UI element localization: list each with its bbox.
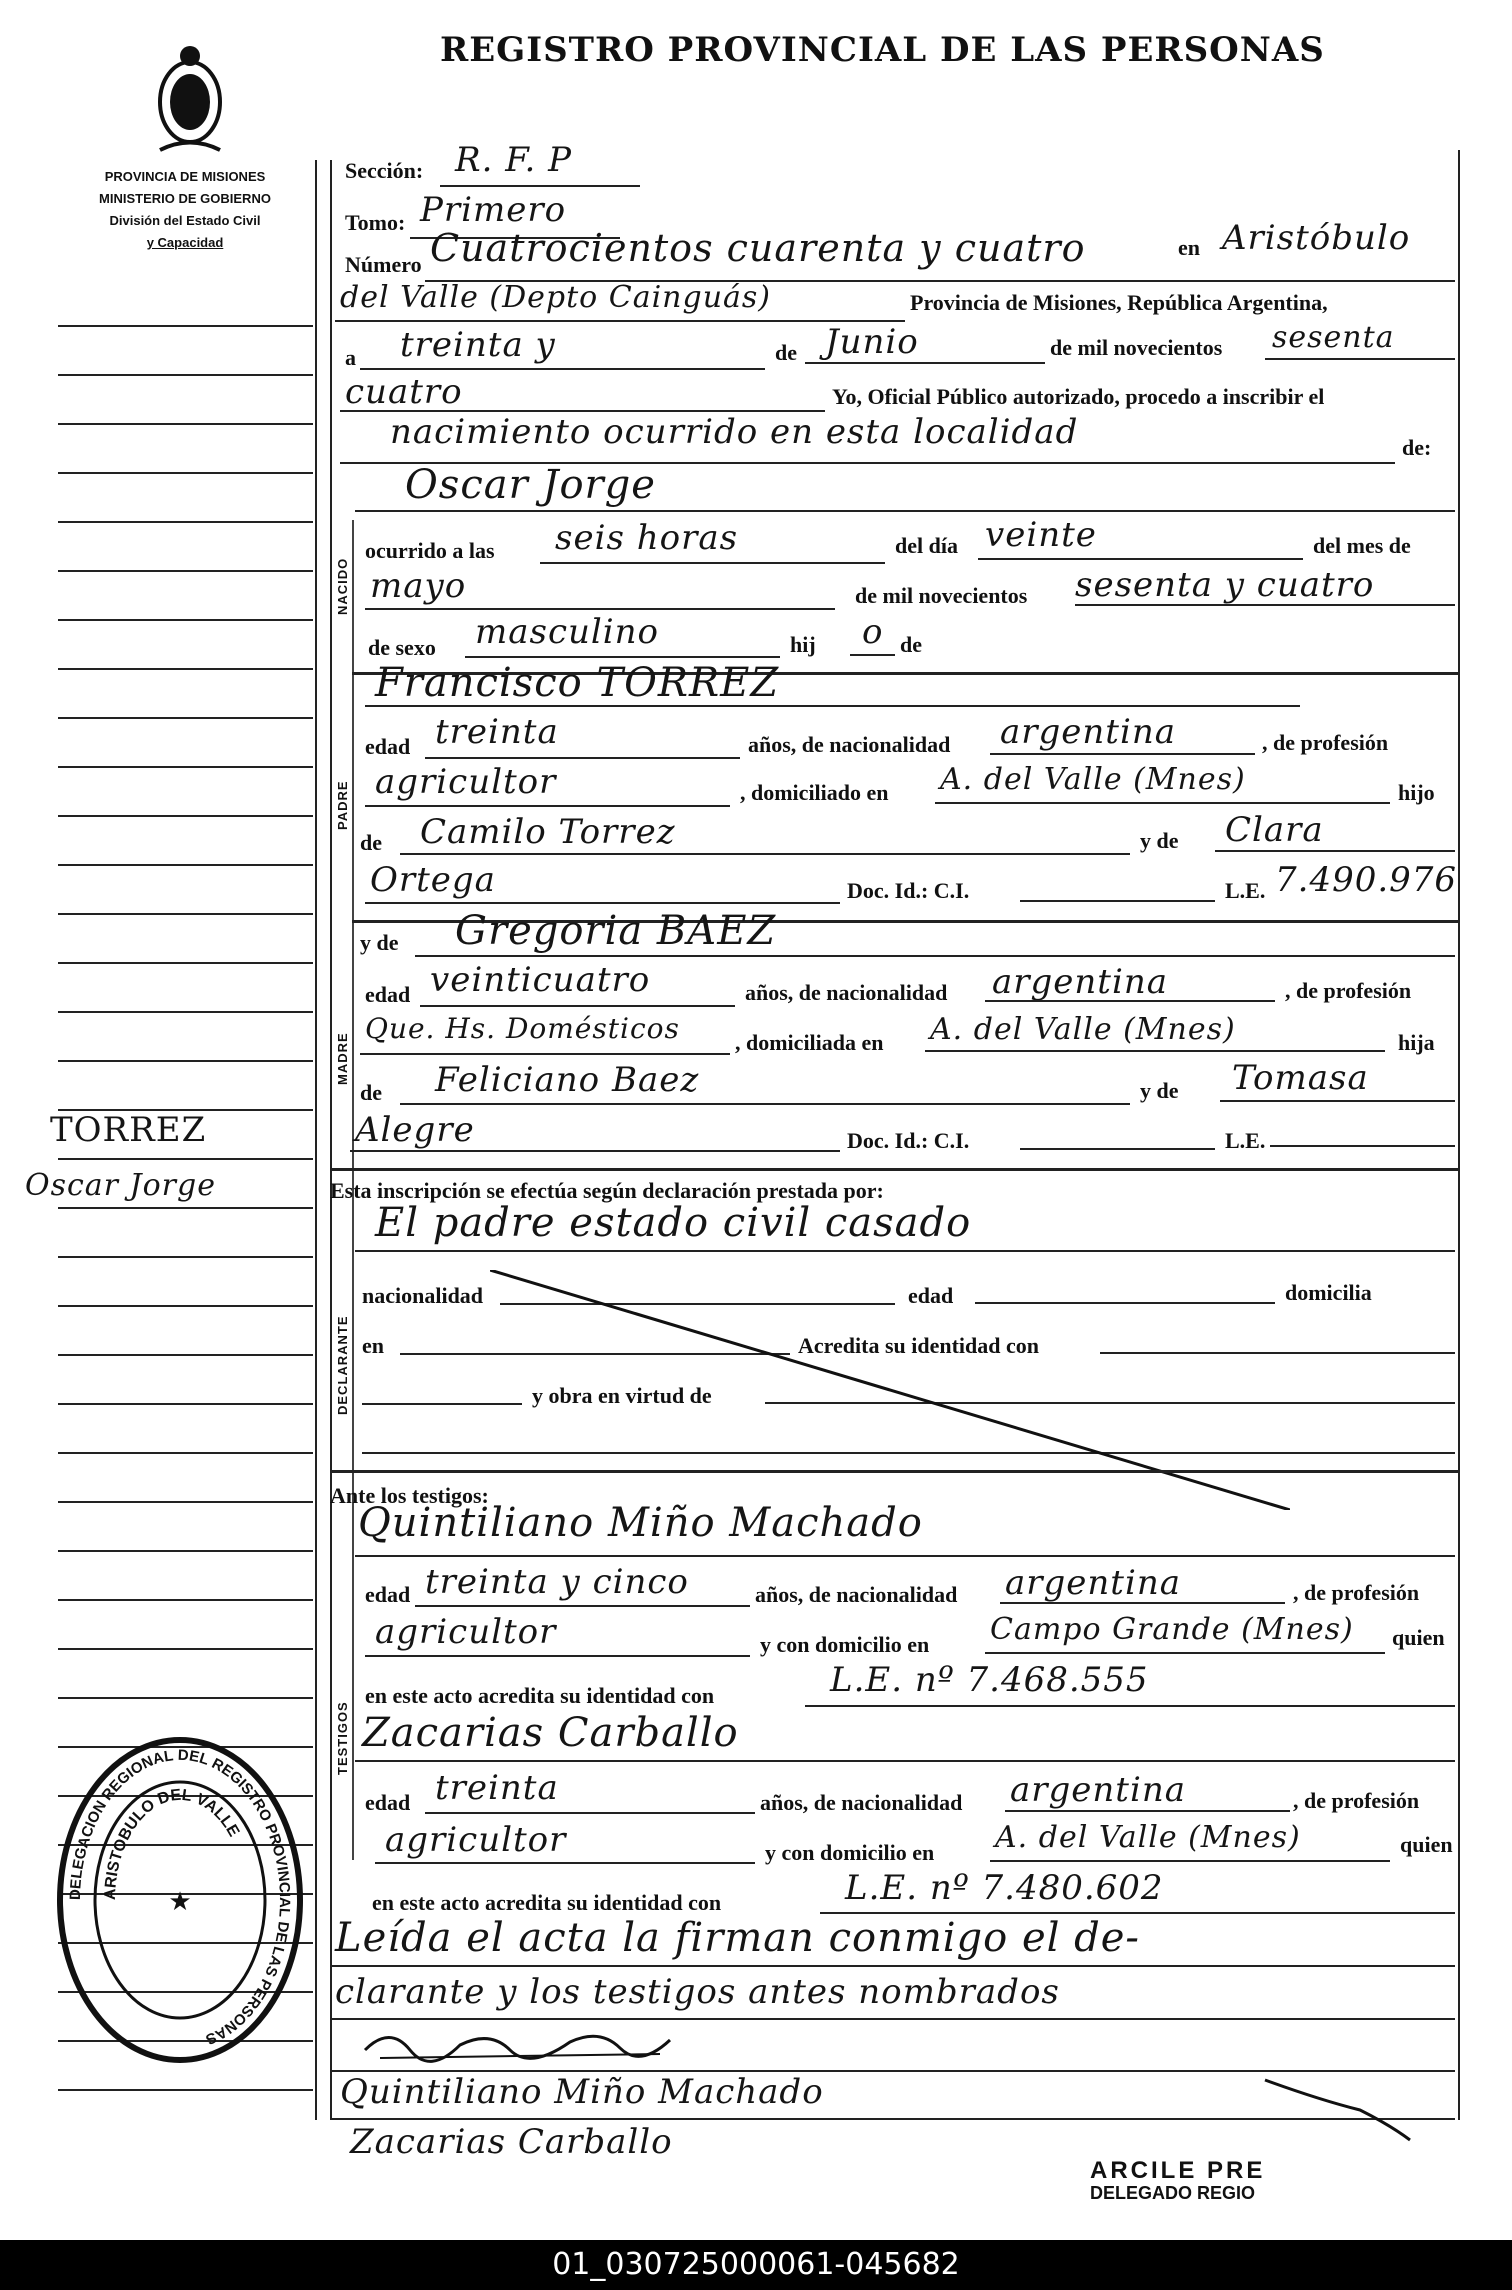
label-y-de-madre: y de bbox=[360, 930, 399, 955]
svg-text:★: ★ bbox=[168, 1887, 192, 1917]
value-padre-nac: argentina bbox=[1000, 712, 1177, 752]
value-t1-prof: agricultor bbox=[375, 1612, 557, 1652]
value-padre-madre2: Ortega bbox=[370, 860, 496, 900]
label-edad-declarante: edad bbox=[908, 1283, 954, 1308]
form-right-border bbox=[1458, 150, 1460, 2120]
value-sexo: masculino bbox=[475, 612, 660, 652]
stamp-inner-text: ARISTOBULO DEL VALLE bbox=[101, 1786, 243, 1901]
value-hecho: nacimiento ocurrido en esta localidad bbox=[390, 412, 1079, 452]
label-de-colon: de: bbox=[1402, 435, 1432, 460]
margin-rule bbox=[58, 913, 313, 915]
label-t1-quien: quien bbox=[1392, 1625, 1445, 1650]
label-t1-nac: años, de nacionalidad bbox=[755, 1582, 958, 1607]
label-acredita: Acredita su identidad con bbox=[798, 1333, 1040, 1358]
value-padre-nombre: Francisco TORREZ bbox=[375, 660, 780, 706]
margin-rule bbox=[58, 472, 313, 474]
margin-rule bbox=[58, 570, 313, 572]
label-t2-edad: edad bbox=[365, 1790, 411, 1815]
margin-rule bbox=[58, 1207, 313, 1209]
label-hijo: hijo bbox=[1398, 780, 1435, 805]
label-t1-dom: y con domicilio en bbox=[760, 1632, 930, 1657]
closing-line-1: Leída el acta la firman conmigo el de- bbox=[335, 1915, 1140, 1961]
value-t2-prof: agricultor bbox=[385, 1820, 567, 1860]
label-del-mes: del mes de bbox=[1313, 533, 1411, 558]
closing-line-2: clarante y los testigos antes nombrados bbox=[335, 1972, 1060, 2012]
strike-through-line bbox=[490, 1270, 1290, 1510]
value-padre-madre1: Clara bbox=[1225, 810, 1324, 850]
margin-rule bbox=[58, 717, 313, 719]
form-left-border bbox=[330, 160, 332, 2120]
value-madre-prof: Que. Hs. Domésticos bbox=[365, 1012, 680, 1045]
value-madre-madre2: Alegre bbox=[355, 1110, 475, 1150]
margin-rule bbox=[58, 1011, 313, 1013]
value-madre-nombre: Gregoria BAEZ bbox=[455, 908, 777, 954]
coat-of-arms-seal bbox=[150, 40, 230, 160]
label-t2-quien: quien bbox=[1400, 1832, 1453, 1857]
value-seccion: R. F. P bbox=[455, 140, 573, 180]
label-de-mes: de bbox=[775, 340, 797, 365]
label-t2-acredita: en este acto acredita su identidad con bbox=[372, 1890, 722, 1915]
value-nacido-nombre: Oscar Jorge bbox=[405, 462, 656, 508]
label-nacionalidad: nacionalidad bbox=[362, 1283, 484, 1308]
value-testigo2-nombre: Zacarias Carballo bbox=[362, 1710, 739, 1756]
section-padre: PADRE bbox=[335, 780, 350, 830]
page-title: REGISTRO PROVINCIAL DE LAS PERSONAS bbox=[440, 30, 1325, 70]
value-madre-edad: veinticuatro bbox=[430, 960, 651, 1000]
section-declarante: DECLARANTE bbox=[335, 1315, 350, 1415]
value-horas: seis horas bbox=[555, 518, 739, 558]
official-signature bbox=[1260, 2070, 1420, 2150]
margin-rule bbox=[58, 864, 313, 866]
label-padre-nac: años, de nacionalidad bbox=[748, 732, 951, 757]
label-ocurrido: ocurrido a las bbox=[365, 538, 495, 563]
label-madre-dom: , domiciliada en bbox=[735, 1030, 884, 1055]
margin-rule bbox=[58, 1599, 313, 1601]
value-declarante: El padre estado civil casado bbox=[375, 1200, 972, 1246]
label-t2-dom: y con domicilio en bbox=[765, 1840, 935, 1865]
margin-rule bbox=[58, 815, 313, 817]
label-t1-prof: , de profesión bbox=[1293, 1580, 1420, 1605]
margin-rule bbox=[58, 1403, 313, 1405]
margin-rule bbox=[58, 1305, 313, 1307]
value-padre-dom: A. del Valle (Mnes) bbox=[940, 762, 1246, 797]
margin-rule bbox=[58, 1501, 313, 1503]
label-de-sexo: de sexo bbox=[368, 635, 436, 660]
margin-rule bbox=[58, 325, 313, 327]
label-seccion: Sección: bbox=[345, 158, 424, 183]
value-t2-dom: A. del Valle (Mnes) bbox=[995, 1820, 1301, 1855]
margin-rule bbox=[58, 521, 313, 523]
value-anio2: cuatro bbox=[345, 372, 463, 412]
value-anio1: sesenta bbox=[1272, 320, 1395, 355]
value-madre-padre: Feliciano Baez bbox=[435, 1060, 700, 1100]
margin-note-names: Oscar Jorge bbox=[25, 1168, 216, 1203]
margin-rule bbox=[58, 962, 313, 964]
svg-text:ARISTOBULO DEL VALLE bbox=[102, 1787, 242, 1901]
value-padre-edad: treinta bbox=[435, 712, 559, 752]
value-hij-suffix: o bbox=[862, 612, 884, 652]
value-tomo: Primero bbox=[420, 190, 567, 230]
label-madre-doc: Doc. Id.: C.I. bbox=[847, 1128, 970, 1153]
label-padre-dom: , domiciliado en bbox=[740, 780, 889, 805]
label-de-mil-nac: de mil novecientos bbox=[855, 583, 1028, 608]
label-madre-nac: años, de nacionalidad bbox=[745, 980, 948, 1005]
label-madre-edad: edad bbox=[365, 982, 411, 1007]
value-t2-doc: L.E. nº 7.480.602 bbox=[845, 1868, 1164, 1908]
signature-testigo1: Quintiliano Miño Machado bbox=[340, 2072, 824, 2112]
label-madre-y-de: y de bbox=[1140, 1078, 1179, 1103]
margin-rule bbox=[58, 374, 313, 376]
value-madre-nac: argentina bbox=[992, 962, 1169, 1002]
official-round-stamp bbox=[40, 1720, 320, 2080]
margin-rule bbox=[58, 423, 313, 425]
label-padre-edad: edad bbox=[365, 734, 411, 759]
label-obra: y obra en virtud de bbox=[532, 1383, 712, 1408]
label-del-dia: del día bbox=[895, 533, 958, 558]
margin-rule bbox=[58, 668, 313, 670]
value-dia-nac: veinte bbox=[985, 515, 1097, 555]
value-lugar1: Aristóbulo bbox=[1222, 218, 1411, 258]
label-hij: hij bbox=[790, 632, 816, 657]
value-t2-nac: argentina bbox=[1010, 1770, 1187, 1810]
margin-rule bbox=[58, 1648, 313, 1650]
value-padre-prof: agricultor bbox=[375, 762, 557, 802]
label-de-padres: de bbox=[900, 632, 922, 657]
value-lugar2: del Valle (Depto Cainguás) bbox=[340, 280, 771, 315]
value-mes-nac: mayo bbox=[370, 566, 467, 606]
value-dia: treinta y bbox=[400, 325, 556, 365]
declarant-signature bbox=[360, 2020, 680, 2070]
value-t1-nac: argentina bbox=[1005, 1563, 1182, 1603]
document-id-footer: 01_030725000061-045682 bbox=[0, 2240, 1512, 2290]
label-tomo: Tomo: bbox=[345, 210, 406, 235]
margin-rule bbox=[58, 1354, 313, 1356]
label-hija: hija bbox=[1398, 1030, 1435, 1055]
section-nacido: NACIDO bbox=[335, 557, 350, 615]
value-padre-padre: Camilo Torrez bbox=[420, 812, 676, 852]
label-padre-le: L.E. bbox=[1225, 878, 1266, 903]
label-testigos: Ante los testigos: bbox=[330, 1483, 489, 1508]
margin-rule bbox=[58, 1697, 313, 1699]
label-inscripcion: Esta inscripción se efectúa según declaración prestada por: bbox=[330, 1178, 884, 1203]
label-padre-prof: , de profesión bbox=[1262, 730, 1389, 755]
margin-rule bbox=[58, 766, 313, 768]
label-yo: Yo, Oficial Público autorizado, procedo a inscribir el bbox=[832, 384, 1325, 409]
label-madre-prof: , de profesión bbox=[1285, 978, 1412, 1003]
value-t1-edad: treinta y cinco bbox=[425, 1562, 689, 1602]
label-a: a bbox=[345, 345, 356, 370]
margin-rule bbox=[58, 1060, 313, 1062]
margin-note-surname: TORREZ bbox=[50, 1110, 207, 1150]
signature-testigo2: Zacarias Carballo bbox=[350, 2122, 673, 2162]
value-madre-madre1: Tomasa bbox=[1232, 1058, 1369, 1098]
value-t1-doc: L.E. nº 7.468.555 bbox=[830, 1660, 1149, 1700]
margin-rule bbox=[58, 2089, 313, 2091]
value-numero: Cuatrocientos cuarenta y cuatro bbox=[430, 226, 1086, 270]
label-t1-acredita: en este acto acredita su identidad con bbox=[365, 1683, 715, 1708]
label-de-mil: de mil novecientos bbox=[1050, 335, 1223, 360]
label-numero: Número bbox=[345, 252, 422, 277]
value-testigo1-nombre: Quintiliano Miño Machado bbox=[358, 1500, 923, 1546]
label-madre-le: L.E. bbox=[1225, 1128, 1266, 1153]
label-padre-y-de: y de bbox=[1140, 828, 1179, 853]
section-testigos: TESTIGOS bbox=[335, 1701, 350, 1775]
label-madre-de: de bbox=[360, 1080, 382, 1105]
delegado-stamp: ARCILE PRE DELEGADO REGIO bbox=[1090, 2157, 1266, 2203]
label-t2-nac: años, de nacionalidad bbox=[760, 1790, 963, 1815]
margin-rule bbox=[58, 1452, 313, 1454]
issuing-organization: PROVINCIA DE MISIONES MINISTERIO DE GOBIERNO División del Estado Civil y Capacidad bbox=[99, 169, 271, 250]
label-t2-prof: , de profesión bbox=[1293, 1788, 1420, 1813]
value-mes: Junio bbox=[825, 322, 919, 362]
label-t1-edad: edad bbox=[365, 1582, 411, 1607]
margin-rule bbox=[58, 1550, 313, 1552]
value-anio-nac: sesenta y cuatro bbox=[1075, 565, 1375, 605]
stamp-outer-text: DELEGACION REGIONAL DEL REGISTRO PROVINCIAL DE LAS PERSONAS bbox=[66, 1746, 294, 2048]
label-en: en bbox=[1178, 235, 1200, 260]
margin-rule bbox=[58, 619, 313, 621]
value-padre-le: 7.490.976 bbox=[1275, 860, 1458, 900]
margin-rule bbox=[58, 1158, 313, 1160]
label-padre-doc: Doc. Id.: C.I. bbox=[847, 878, 970, 903]
value-t2-edad: treinta bbox=[435, 1768, 559, 1808]
value-madre-dom: A. del Valle (Mnes) bbox=[930, 1012, 1236, 1047]
value-t1-dom: Campo Grande (Mnes) bbox=[990, 1612, 1354, 1647]
label-provincia: Provincia de Misiones, República Argentina, bbox=[910, 290, 1328, 315]
margin-rule bbox=[58, 1256, 313, 1258]
label-en-declarante: en bbox=[362, 1333, 384, 1358]
label-padre-de: de bbox=[360, 830, 382, 855]
label-domicilia: domicilia bbox=[1285, 1280, 1372, 1305]
section-madre: MADRE bbox=[335, 1032, 350, 1085]
